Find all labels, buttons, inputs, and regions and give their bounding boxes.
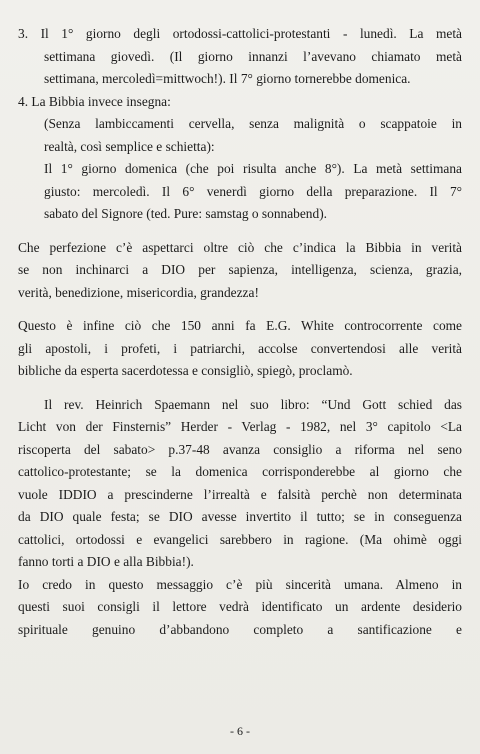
- text-line: settimana giovedì. (Il giorno innanzi l’avevano chiamato metà: [44, 48, 462, 64]
- text-line: Io credo in questo messaggio c’è più sincerità umana. Almeno in: [18, 576, 462, 592]
- text-line: Il rev. Heinrich Spaemann nel suo libro: “Und Gott schied das: [44, 396, 462, 412]
- text-line: Questo è infine ciò che 150 anni fa E.G. White controcorrente come: [18, 318, 462, 333]
- text-line: fanno torti a DIO e alla Bibbia!).: [18, 554, 194, 569]
- text-line: vuole IDDIO a prescinderne l’irrealtà e falsità perchè non determinata: [18, 486, 462, 502]
- paragraph: [18, 237, 462, 305]
- text-line: settimana, mercoledì=mittwoch!). Il 7° giorno tornerebbe domenica.: [44, 71, 411, 86]
- text-line: spirituale genuino d’abbandono completo a santificazione e: [18, 621, 462, 637]
- paragraph: [18, 394, 462, 574]
- text-line: cattolico-protestante; se la domenica corrisponderebbe al giorno che: [18, 464, 462, 479]
- text-line: Licht von der Finsternis” Herder - Verlag - 1982, nel 3° capitolo <La: [18, 419, 462, 434]
- paragraph: [18, 574, 462, 642]
- text-line: se non inchinarci a DIO per sapienza, intelligenza, scienza, grazia,: [18, 262, 462, 277]
- text-line: verità, benedizione, misericordia, grandezza!: [18, 284, 259, 300]
- paragraph: [18, 315, 462, 383]
- list-item-4: [18, 91, 462, 226]
- text-line: bibliche da esperta sacerdotessa e consigliò, spiegò, proclamò.: [18, 363, 353, 378]
- text-line: gli apostoli, i profeti, i patriarchi, accolse convertendosi alle verità: [18, 340, 462, 356]
- text-line: 3. Il 1° giorno degli ortodossi-cattolici-protestanti - lunedì. La metà: [18, 26, 462, 41]
- text-line: Che perfezione c’è aspettarci oltre ciò che c’indica la Bibbia in verità: [18, 239, 462, 255]
- text-line: da DIO quale festa; se DIO avesse invertito il tutto; se in conseguenza: [18, 509, 462, 524]
- body-text: [18, 23, 462, 641]
- text-line: realtà, così semplice e schietta):: [44, 138, 215, 154]
- text-line: riscoperta del sabato> p.37-48 avanza consiglio a riforma nel seno: [18, 441, 462, 457]
- list-item-3: [18, 23, 462, 91]
- text-line: cattolici, ortodossi e evangelici sarebbero in ragione. (Ma ohimè oggi: [18, 531, 462, 547]
- text-line: sabato del Signore (ted. Pure: samstag o sonnabend).: [44, 206, 328, 221]
- page-number: - 6 -: [230, 724, 250, 738]
- text-line: Il 1° giorno domenica (che poi risulta anche 8°). La metà settimana: [44, 161, 462, 176]
- text-line: questi suoi consigli il lettore vedrà identificato un ardente desiderio: [18, 599, 462, 614]
- text-line: (Senza lambiccamenti cervella, senza malignità o scappatoie in: [44, 116, 462, 131]
- text-line: giusto: mercoledì. Il 6° venerdì giorno della preparazione. Il 7°: [44, 183, 462, 199]
- text-line: 4. La Bibbia invece insegna:: [18, 93, 171, 109]
